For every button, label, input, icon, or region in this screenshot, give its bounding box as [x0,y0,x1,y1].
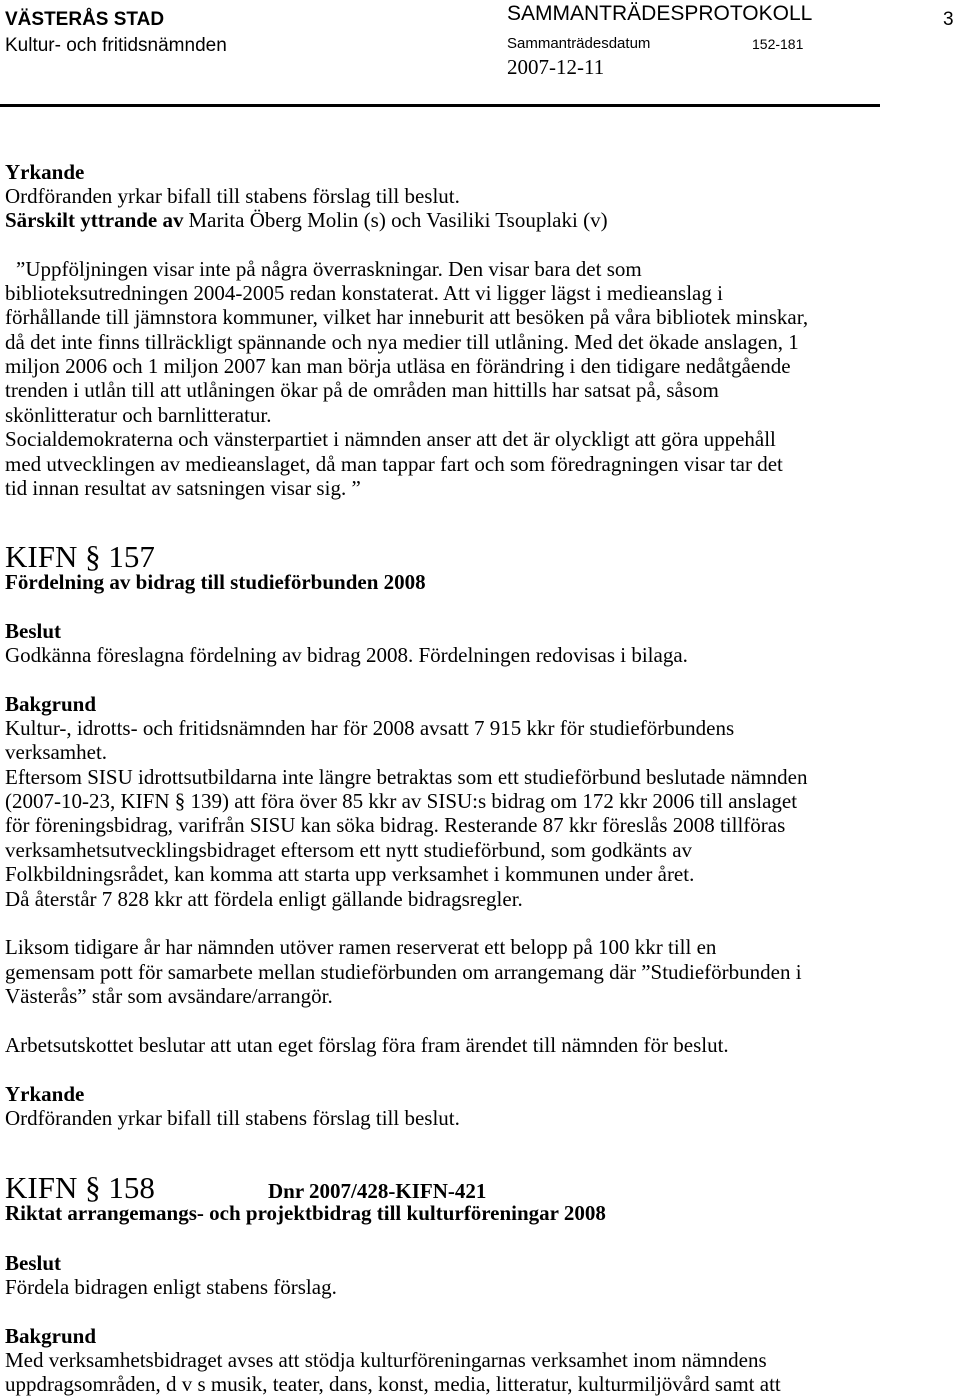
statement-line: tid innan resultat av satsningen visar sig. ” [5,476,361,501]
background-line: för föreningsbidrag, varifrån SISU kan söka bidrag. Resterande 87 kkr föreslås 2008 tillföras [5,813,786,838]
special-statement-line [5,208,608,232]
special-statement-text [5,257,808,501]
background-line: Kultur-, idrotts- och fritidsnämnden har för 2008 avsatt 7 915 kkr för studieförbundens [5,715,735,740]
statement-line: skönlitteratur och barnlitteratur. [5,402,272,427]
special-statement-label: Särskilt yttrande av [5,208,184,233]
working-committee-text: Arbetsutskottet beslutar att utan eget förslag föra fram ärendet till nämnden för beslut. [5,1032,729,1057]
decision-text: Fördela bidragen enligt stabens förslag. [5,1274,337,1299]
item-157-title: Fördelning av bidrag till studieförbunden 2008 [5,569,426,594]
item-157-decision [5,619,688,668]
statement-line: biblioteksutredningen 2004-2005 redan konstaterat. Att vi ligger lägst i medieanslag i [5,280,723,305]
item-157-heading: KIFN § 157 [5,539,155,574]
statement-line: trenden i utlån till att utlåningen ökar på de områden man hittills har satsat på, såsom [5,378,719,403]
background-heading: Bakgrund [5,1323,97,1348]
background-line: verksamhetsutvecklingsbidraget eftersom ett nytt studieförbund, som godkänts av [5,837,693,862]
motion-heading: Yrkande [5,1081,85,1106]
statement-line: då det inte finns tillräckligt spännande och nya medier till utlåning. Med det ökade anslagen, 1 [5,329,799,354]
meeting-date: 2007-12-11 [507,55,605,79]
motion-heading: Yrkande [5,159,85,184]
motion-text: Ordföranden yrkar bifall till stabens förslag till beslut. [5,1106,460,1131]
previous-item-motion [5,160,608,233]
statement-line: miljon 2006 och 1 miljon 2007 kan man börja utläsa en förändring i den tidigare nedåtgående [5,354,791,379]
background-line: Folkbildningsrådet, kan komma att starta upp verksamhet i kommunen under året. [5,862,695,887]
decision-heading: Beslut [5,1250,62,1275]
background-line: verksamhet. [5,740,108,765]
reserve-line: Västerås” står som avsändare/arrangör. [5,984,333,1009]
decision-text: Godkänna föreslagna fördelning av bidrag 2008. Fördelningen redovisas i bilaga. [5,642,688,667]
item-158-reference: Dnr 2007/428-KIFN-421 [268,1179,487,1203]
meeting-date-label: Sammanträdesdatum [507,35,651,52]
item-158-body [5,1251,781,1397]
header-divider [0,104,880,107]
statement-line: ”Uppföljningen visar inte på några överraskningar. Den visar bara det som [16,256,642,281]
statement-line: Socialdemokraterna och vänsterpartiet i nämnden anser att det är olyckligt att göra uppehåll [5,427,776,452]
special-statement-authors: Marita Öberg Molin (s) och Vasiliki Tsouplaki (v) [188,208,608,233]
background-line: Med verksamhetsbidraget avses att stödja kulturföreningarnas verksamhet inom nämndens [5,1348,767,1373]
decision-heading: Beslut [5,618,62,643]
committee-name: Kultur- och fritidsnämnden [5,35,227,56]
paragraph-range: 152-181 [752,36,804,52]
statement-line: förhållande till jämnstora kommuner, vilket har inneburit att besöken på våra bibliotek minskar, [5,305,809,330]
organization-name: VÄSTERÅS STAD [5,9,165,30]
motion-text: Ordföranden yrkar bifall till stabens förslag till beslut. [5,183,460,208]
background-line: Eftersom SISU idrottsutbildarna inte längre betraktas som ett studieförbund beslutade nämnden [5,764,808,789]
background-line: uppdragsområden, d v s musik, teater, dans, konst, media, litteratur, kulturmiljövård samt att [5,1372,781,1397]
background-line: (2007-10-23, KIFN § 139) att föra över 85 kkr av SISU:s bidrag om 172 kkr 2006 till anslaget [5,789,798,814]
statement-line: med utvecklingen av medieanslaget, då man tappar fart och som föredragningen visar tar det [5,451,783,476]
document-type: SAMMANTRÄDESPROTOKOLL [507,2,813,25]
item-158-heading: KIFN § 158 [5,1170,155,1205]
item-158-title: Riktat arrangemangs- och projektbidrag till kulturföreningar 2008 [5,1200,606,1225]
page-number: 3 [943,9,954,30]
background-line: Då återstår 7 828 kkr att fördela enligt gällande bidragsregler. [5,886,523,911]
reserve-line: gemensam pott för samarbete mellan studieförbunden om arrangemang där ”Studieförbunden i [5,959,802,984]
background-heading: Bakgrund [5,691,97,716]
reserve-line: Liksom tidigare år har nämnden utöver ramen reserverat ett belopp på 100 kkr till en [5,935,717,960]
item-157-background [5,692,807,1131]
